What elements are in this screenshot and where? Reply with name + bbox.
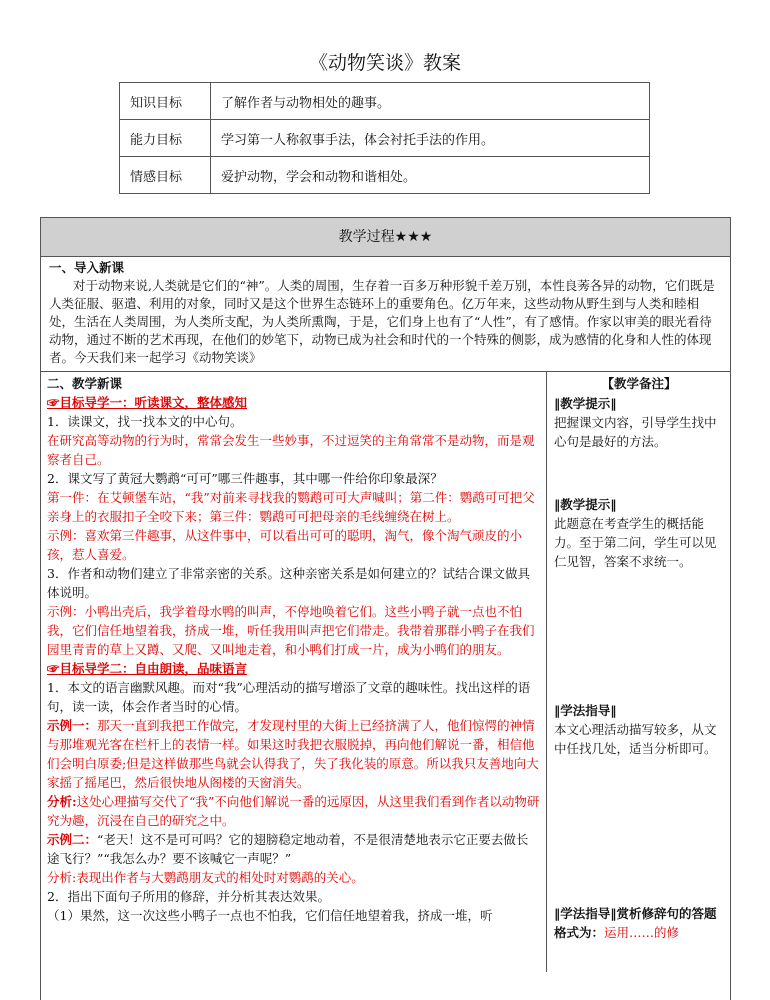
note-1 xyxy=(554,394,724,451)
page-title: 《动物笑谈》教案 xyxy=(308,52,461,74)
objectives-table xyxy=(119,82,650,194)
question-5a: （1）果然，这一次这些小鸭子一点也不怕我，它们信任地望着我，挤成一堆，听 xyxy=(47,908,493,923)
table-row xyxy=(120,120,650,157)
example-label: 示例二： xyxy=(47,832,98,847)
example-text: 那天一直到我把工作做完，才发现村里的大街上已经挤满了人，他们惊愕的神情与那堆观光客在栏杆上的表情一样。如果这时我把衣服脱掉，再向他们解说一番，相信他们会明白原委;但是这样做那些鸟就会认得我了，失了我化装的原意。所以我只友善地向大家摇了摇尾巴，然后很快地从阁楼的天窗消失。 xyxy=(47,718,539,790)
teaching-process-table xyxy=(40,217,731,1000)
question-3: 3．作者和动物们建立了非常亲密的关系。这种亲密关系是如何建立的？试结合课文做具体说明。 xyxy=(47,566,530,600)
note-title: ‖学法指导‖赏析修辞句的答题格式为： xyxy=(554,906,717,940)
example-2: 示例：喜欢第三件趣事，从这件事中，可以看出可可的聪明，淘气，像个淘气顽皮的小孩，惹人喜爱。 xyxy=(47,528,523,562)
table-row xyxy=(120,83,650,120)
intro-section xyxy=(41,257,730,372)
answer-1: 在研究高等动物的行为时，常常会发生一些妙事，不过逗笑的主角常常不是动物，而是观察者自己。 xyxy=(47,433,535,467)
guide-heading-2: ☞目标导学二：自由朗读，品味语言 xyxy=(47,661,248,676)
analysis-4b xyxy=(47,792,540,830)
objective-label: 能力目标 xyxy=(120,120,211,157)
intro-heading: 一、导入新课 xyxy=(49,260,125,275)
objective-label: 知识目标 xyxy=(120,83,211,120)
new-lesson-heading: 二、教学新课 xyxy=(47,376,123,391)
note-text: 把握课文内容，引导学生找中心句是最好的方法。 xyxy=(554,415,717,449)
note-title: ‖教学提示‖ xyxy=(554,497,617,512)
question-4: 1．本文的语言幽默风趣。而对“我”心理活动的描写增添了文章的趣味性。找出这样的语句，读一读，体会作者当时的心情。 xyxy=(47,680,531,714)
objective-label: 情感目标 xyxy=(120,157,211,194)
note-text: 本文心理活动描写较多，从文中任找几处，适当分析即可。 xyxy=(554,722,717,756)
example-4c xyxy=(47,830,540,868)
question-5: 2．指出下面句子所用的修辞，并分析其表达效果。 xyxy=(47,889,330,904)
example-text: “老天！这不是可可吗？它的翅膀稳定地动着，不是很清楚地表示它正要去做长途飞行？”“我怎么办？要不该喊它一声呢？” xyxy=(47,832,529,866)
intro-text: 对于动物来说,人类就是它们的“神”。人类的周围，生存着一百多万种形貌千差万别，本性良莠各异的动物，它们既是人类征服、驱遣、利用的对象，同时又是这个世界生态链环上的重要角色。亿万年来，这些动物从野生到与人类和睦相处，生活在人类周围，为人类所支配，为人类所熏陶，于是，它们身上也有了“人性”，有了感情。作家以审美的眼光看待动物，通过不断的艺术再现，在他们的妙笔下，动物已成为社会和时代的一个特殊的侧影，成为感情的化身和人性的体现者。今天我们来一起学习《动物笑谈》 xyxy=(49,278,715,365)
guide-heading-1: ☞目标导学一：听读课文，整体感知 xyxy=(47,395,248,410)
lesson-columns xyxy=(41,372,730,972)
objective-text: 了解作者与动物相处的趣事。 xyxy=(211,83,650,120)
note-title: ‖教学提示‖ xyxy=(554,396,617,411)
note-text: 此题意在考查学生的概括能力。至于第二问，学生可以见仁见智，答案不求统一。 xyxy=(554,516,717,569)
question-2: 2．课文写了黄冠大鹦鹉“可可”哪三件趣事，其中哪一件给你印象最深？ xyxy=(47,471,443,486)
answer-2: 第一件：在艾顿堡车站，“我”对前来寻找我的鹦鹉可可大声喊叫；第二件：鹦鹉可可把父亲身上的衣服扣子全咬下来；第三件：鹦鹉可可把母亲的毛线缠绕在树上。 xyxy=(47,490,535,524)
objective-text: 爱护动物，学会和动物和谐相处。 xyxy=(211,157,650,194)
note-text: 运用……的修 xyxy=(604,925,680,940)
objective-text: 学习第一人称叙事手法，体会衬托手法的作用。 xyxy=(211,120,650,157)
example-label: 示例一： xyxy=(47,718,98,733)
note-3 xyxy=(554,701,724,758)
note-title: ‖学法指导‖ xyxy=(554,703,617,718)
analysis-text: 这处心理描写交代了“我”不向他们解说一番的远原因，从这里我们看到作者以动物研究为趣，沉浸在自己的研究之中。 xyxy=(47,794,540,828)
lesson-content xyxy=(41,372,547,972)
table-row xyxy=(120,157,650,194)
notes-header: 【教学备注】 xyxy=(601,376,677,391)
analysis-label: 分析: xyxy=(47,794,77,809)
example-3: 示例：小鸭出壳后，我学着母水鸭的叫声，不停地唤着它们。这些小鸭子就一点也不怕我，它们信任地望着我，挤成一堆，听任我用叫声把它们带走。我带着那群小鸭子在我们园里青青的草上又蹲、又爬、又叫地走着，和小鸭们打成一片，成为小鸭们的朋友。 xyxy=(47,604,535,657)
question-1: 1．读课文，找一找本文的中心句。 xyxy=(47,414,243,429)
teaching-notes xyxy=(548,372,730,972)
analysis-4d: 分析:表现出作者与大鹦鹉朋友式的相处时对鹦鹉的关心。 xyxy=(47,870,364,885)
process-header: 教学过程★★★ xyxy=(41,218,730,257)
note-4 xyxy=(554,904,724,942)
note-2 xyxy=(554,495,724,571)
example-4a xyxy=(47,716,540,792)
